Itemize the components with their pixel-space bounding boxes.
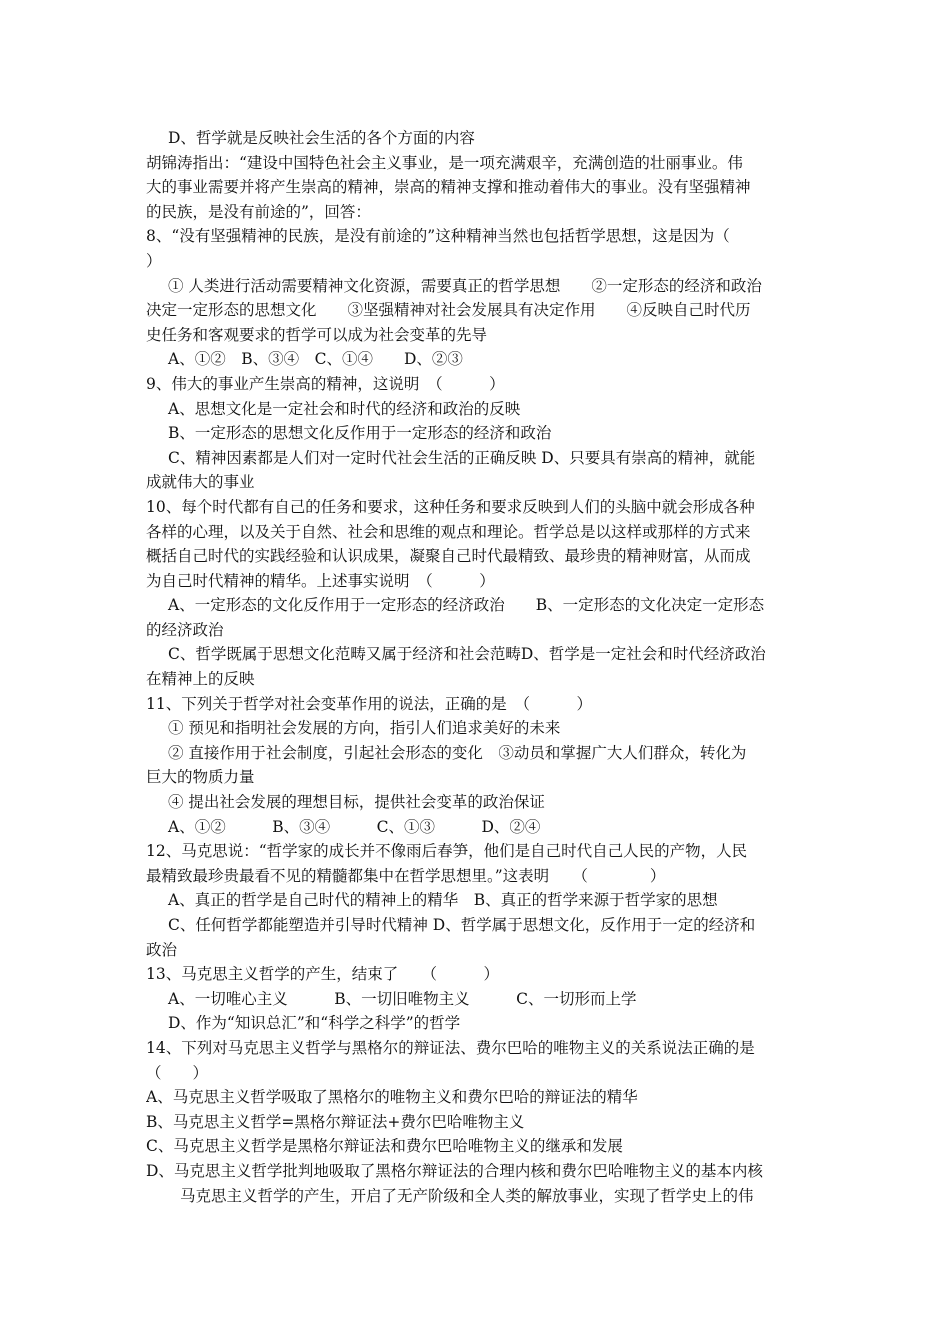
- text-line: C、精神因素都是人们对一定时代社会生活的正确反映 D、只要具有崇高的精神，就能: [168, 448, 756, 467]
- text-line: 9、伟大的事业产生崇高的精神，这说明 （ ）: [146, 374, 505, 393]
- text-line: C、任何哲学都能塑造并引导时代精神 D、哲学属于思想文化，反作用于一定的经济和: [168, 916, 756, 934]
- text-line: B、一定形态的思想文化反作用于一定形态的经济和政治: [168, 424, 552, 443]
- text-line: （ ）: [146, 1063, 209, 1082]
- text-line: C、哲学既属于思想文化范畴又属于经济和社会范畴D、哲学是一定社会和时代经济政治: [168, 645, 766, 664]
- text-line: 政治: [146, 940, 178, 959]
- text-line: 最精致最珍贵最看不见的精髓都集中在哲学思想里。”这表明 （ ）: [146, 866, 666, 885]
- text-line: 12、马克思说：“哲学家的成长并不像雨后春笋，他们是自己时代自己人民的产物，人民: [146, 842, 748, 861]
- text-line: ② 直接作用于社会制度，引起社会形态的变化 ③动员和掌握广大人们群众，转化为: [168, 743, 747, 762]
- text-line: 的经济政治: [146, 620, 224, 639]
- text-line: ① 预见和指明社会发展的方向，指引人们追求美好的未来: [168, 719, 561, 738]
- text-line: 的民族，是没有前途的”，回答：: [146, 202, 371, 221]
- text-line: 各样的心理，以及关于自然、社会和思维的观点和理论。哲学总是以这样或那样的方式来: [146, 522, 751, 541]
- text-line: C、马克思主义哲学是黑格尔辩证法和费尔巴哈唯物主义的继承和发展: [146, 1137, 623, 1156]
- text-line: ④ 提出社会发展的理想目标，提供社会变革的政治保证: [168, 793, 545, 812]
- text-line: 在精神上的反映: [146, 670, 255, 689]
- text-line: 11、下列关于哲学对社会变革作用的说法，正确的是 （ ）: [146, 694, 592, 713]
- text-line: A、思想文化是一定社会和时代的经济和政治的反映: [168, 399, 521, 418]
- text-line: D、作为“知识总汇”和“科学之科学”的哲学: [168, 1014, 461, 1033]
- text-line: A、真正的哲学是自己时代的精神上的精华 B、真正的哲学来源于哲学家的思想: [168, 891, 718, 910]
- text-line: 10、每个时代都有自己的任务和要求，这种任务和要求反映到人们的头脑中就会形成各种: [146, 497, 755, 516]
- text-line: A、①② B、③④ C、①④ D、②③: [168, 350, 463, 369]
- text-line: 巨大的物质力量: [146, 768, 255, 787]
- text-line: 成就伟大的事业: [146, 473, 255, 492]
- text-line: D、马克思主义哲学批判地吸取了黑格尔辩证法的合理内核和费尔巴哈唯物主义的基本内核: [146, 1161, 763, 1180]
- text-line: 为自己时代精神的精华。上述事实说明 （ ）: [146, 571, 495, 590]
- text-line: ）: [146, 251, 162, 270]
- text-line: A、马克思主义哲学吸取了黑格尔的唯物主义和费尔巴哈的辩证法的精华: [146, 1088, 638, 1107]
- text-line: 8、“没有坚强精神的民族，是没有前途的”这种精神当然也包括哲学思想，这是因为（: [146, 227, 730, 246]
- text-line: 马克思主义哲学的产生，开启了无产阶级和全人类的解放事业，实现了哲学史上的伟: [180, 1186, 754, 1205]
- text-line: B、马克思主义哲学=黑格尔辩证法+费尔巴哈唯物主义: [146, 1112, 525, 1131]
- text-line: 14、下列对马克思主义哲学与黑格尔的辩证法、费尔巴哈的唯物主义的关系说法正确的是: [146, 1038, 755, 1057]
- text-line: 大的事业需要并将产生崇高的精神，崇高的精神支撑和推动着伟大的事业。没有坚强精神: [146, 178, 751, 197]
- text-line: ① 人类进行活动需要精神文化资源，需要真正的哲学思想 ②一定形态的经济和政治: [168, 276, 762, 295]
- text-line: 决定一定形态的思想文化 ③坚强精神对社会发展具有决定作用 ④反映自己时代历: [146, 301, 751, 320]
- text-line: 史任务和客观要求的哲学可以成为社会变革的先导: [146, 325, 488, 344]
- document-body: [146, 126, 812, 1208]
- text-line: 13、马克思主义哲学的产生，结束了 （ ）: [146, 965, 499, 984]
- text-line: D、哲学就是反映社会生活的各个方面的内容: [168, 129, 475, 147]
- text-line: A、一定形态的文化反作用于一定形态的经济政治 B、一定形态的文化决定一定形态: [168, 596, 765, 615]
- text-line: 概括自己时代的实践经验和认识成果，凝聚自己时代最精致、最珍贵的精神财富，从而成: [146, 547, 751, 566]
- text-line: 胡锦涛指出：“建设中国特色社会主义事业，是一项充满艰辛，充满创造的壮丽事业。伟: [146, 153, 743, 172]
- text-line: A、一切唯心主义 B、一切旧唯物主义 C、一切形而上学: [168, 989, 637, 1008]
- text-line: A、①② B、③④ C、①③ D、②④: [168, 817, 541, 836]
